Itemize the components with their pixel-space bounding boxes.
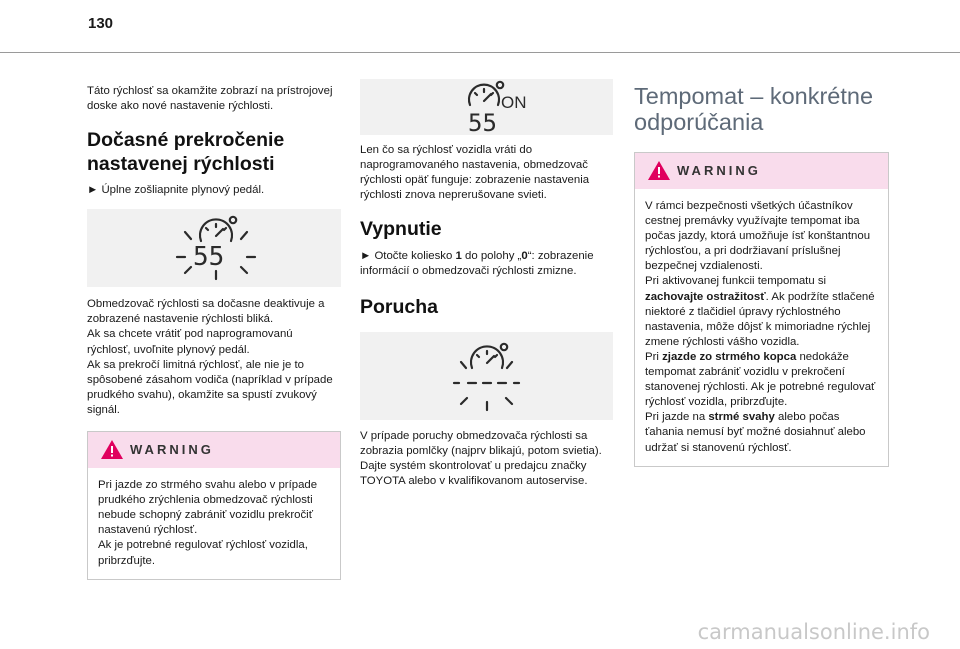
off-line2: informácií o obmedzovači rýchlosti zmizne. (360, 265, 577, 278)
warning-box-1 (87, 431, 341, 580)
warning-line: pribrzďujte. (98, 554, 156, 567)
text-line: TOYOTA alebo v kvalifikovanom autoservise. (360, 474, 588, 487)
speed-label: 55 (468, 109, 497, 135)
warning-line: počas jazdy, ktorá umožňuje ísť konštantnou (645, 230, 871, 243)
column-3 (634, 70, 889, 467)
warning-line: nebude schopný zabrániť vozidlu prekročiť (98, 509, 313, 522)
warning-label: WARNING (677, 163, 761, 178)
text-line: Ak sa prekročí limitná rýchlosť, ale nie je to (87, 358, 304, 371)
limiter-text (87, 297, 341, 418)
warning-span: Pri jazde na (645, 411, 709, 424)
warning-triangle-icon (647, 160, 671, 181)
warning-line: stanovenej rýchlosti. Ak je potrebné regulovať (645, 381, 876, 394)
top-rule (0, 52, 960, 53)
warning-line: tempomat zabrániť vozidlu v prekročení (645, 366, 845, 379)
text-line: zobrazené nastavenie rýchlosti bliká. (87, 313, 274, 326)
heading-temporary-exceed: Dočasné prekročenie nastavenej rýchlosti (87, 129, 285, 176)
warning-line: cestnej premávky využívajte tempomat iba (645, 215, 860, 228)
text-line: Obmedzovač rýchlosti sa dočasne deaktivuje a (87, 298, 325, 311)
warning-box-2 (634, 152, 889, 467)
warning-line: rýchlosťou, a pri dodržiavaní príslušnej (645, 245, 841, 258)
section-title-line1: Tempomat – konkrétne (634, 83, 874, 109)
warning-span: Pri (645, 350, 663, 363)
text-line: naprogramovaného nastavenia, obmedzovač (360, 159, 588, 172)
warning-line (645, 410, 878, 425)
warning-line: zmene rýchlosti vášho vozidla. (645, 335, 800, 348)
warning-line: ťahania nemusí byť možné dosiahnuť alebo (645, 426, 866, 439)
speedometer-blink-icon (87, 209, 341, 287)
bold-phrase: zjazde zo strmého kopca (662, 350, 797, 363)
warning-line: nastavenia, môže dôjsť k mimoriadne rýchlej (645, 320, 871, 333)
text-line: Len čo sa rýchlosť vozidla vráti do (360, 144, 533, 156)
warning-header (635, 153, 888, 189)
off-b1: 1 (455, 250, 462, 263)
warning-line: prudkého zrýchlenia obmedzovač rýchlosti (98, 494, 313, 507)
off-b2: 0 (521, 250, 528, 263)
text-line: spôsobené zásahom vodiča (napríklad v prípade (87, 373, 333, 386)
off-pre: ► Otočte koliesko (360, 250, 456, 263)
off-post: “: zobrazenie (527, 250, 594, 263)
figure-limiter-fault (360, 332, 613, 420)
on-label: ON (501, 93, 527, 112)
warning-header (88, 432, 340, 468)
warning-line: V rámci bezpečnosti všetkých účastníkov (645, 200, 853, 212)
speedometer-fault-icon (360, 332, 613, 420)
warning-body (635, 189, 888, 466)
warning-span: nedokáže (796, 350, 849, 363)
warning-body (88, 468, 340, 579)
svg-text:55: 55 (193, 242, 225, 273)
bold-phrase: strmé svahy (708, 411, 775, 424)
warning-line: Pri jazde zo strmého svahu alebo v prípade (98, 479, 318, 492)
watermark: carmanualsonline.info (697, 620, 930, 644)
text-line: signál. (87, 403, 120, 416)
warning-line (645, 290, 878, 305)
heading-fault: Porucha (360, 295, 439, 318)
warning-line: rýchlosť vozidla, pribrzďujte. (645, 396, 788, 409)
text-line: rýchlosť, uvoľnite plynový pedál. (87, 343, 250, 356)
text-line: zobrazia pomlčky (najprv blikajú, potom svietia). (360, 444, 602, 457)
warning-span: . Ak podržíte stlačené (765, 290, 875, 303)
warning-line: niektoré z tlačidiel úpravy rýchlostného (645, 305, 841, 318)
figure-limiter-blink (87, 209, 341, 287)
text-line: Ak sa chcete vrátiť pod naprogramovanú (87, 328, 293, 341)
column-2 (360, 70, 613, 489)
off-instruction (360, 249, 613, 264)
warning-line: udržať si stanovenú rýchlosť. (645, 441, 792, 454)
figure-limiter-on (360, 79, 613, 135)
text-line: V prípade poruchy obmedzovača rýchlosti sa (360, 429, 588, 442)
text-line: Dajte systém skontrolovať u predajcu značky (360, 459, 587, 472)
heading-off: Vypnutie (360, 218, 442, 241)
off-mid: do polohy „ (461, 250, 522, 263)
bullet-pedal: ► Úplne zošliapnite plynový pedál. (87, 184, 265, 197)
warning-line (645, 350, 878, 365)
text-line: rýchlosti znova neprerušovane svieti. (360, 189, 547, 202)
resume-text (360, 143, 613, 203)
warning-line: Ak je potrebné regulovať rýchlosť vozidla, (98, 539, 308, 552)
warning-triangle-icon (100, 439, 124, 460)
section-title-line2: odporúčania (634, 109, 764, 135)
warning-line: bezpečnej vzdialenosti. (645, 260, 763, 273)
intro-text: Táto rýchlosť sa okamžite zobrazí na prístrojovej doske ako nové nastavenie rýchlosti. (87, 85, 333, 113)
warning-label: WARNING (130, 442, 214, 458)
speedometer-on-icon (360, 79, 613, 135)
fault-text (360, 429, 613, 489)
column-1 (87, 70, 341, 580)
page-number: 130 (88, 15, 114, 32)
text-line: prudkého svahu), okamžite sa spustí zvukový (87, 388, 317, 401)
warning-line: Pri aktivovanej funkcii tempomatu si (645, 275, 827, 288)
warning-line: nastavenú rýchlosť. (98, 524, 198, 537)
warning-span: alebo počas (774, 411, 840, 424)
bold-phrase: zachovajte ostražitosť (645, 290, 766, 303)
text-line: rýchlosti opäť funguje: zobrazenie nastavenia (360, 174, 590, 187)
